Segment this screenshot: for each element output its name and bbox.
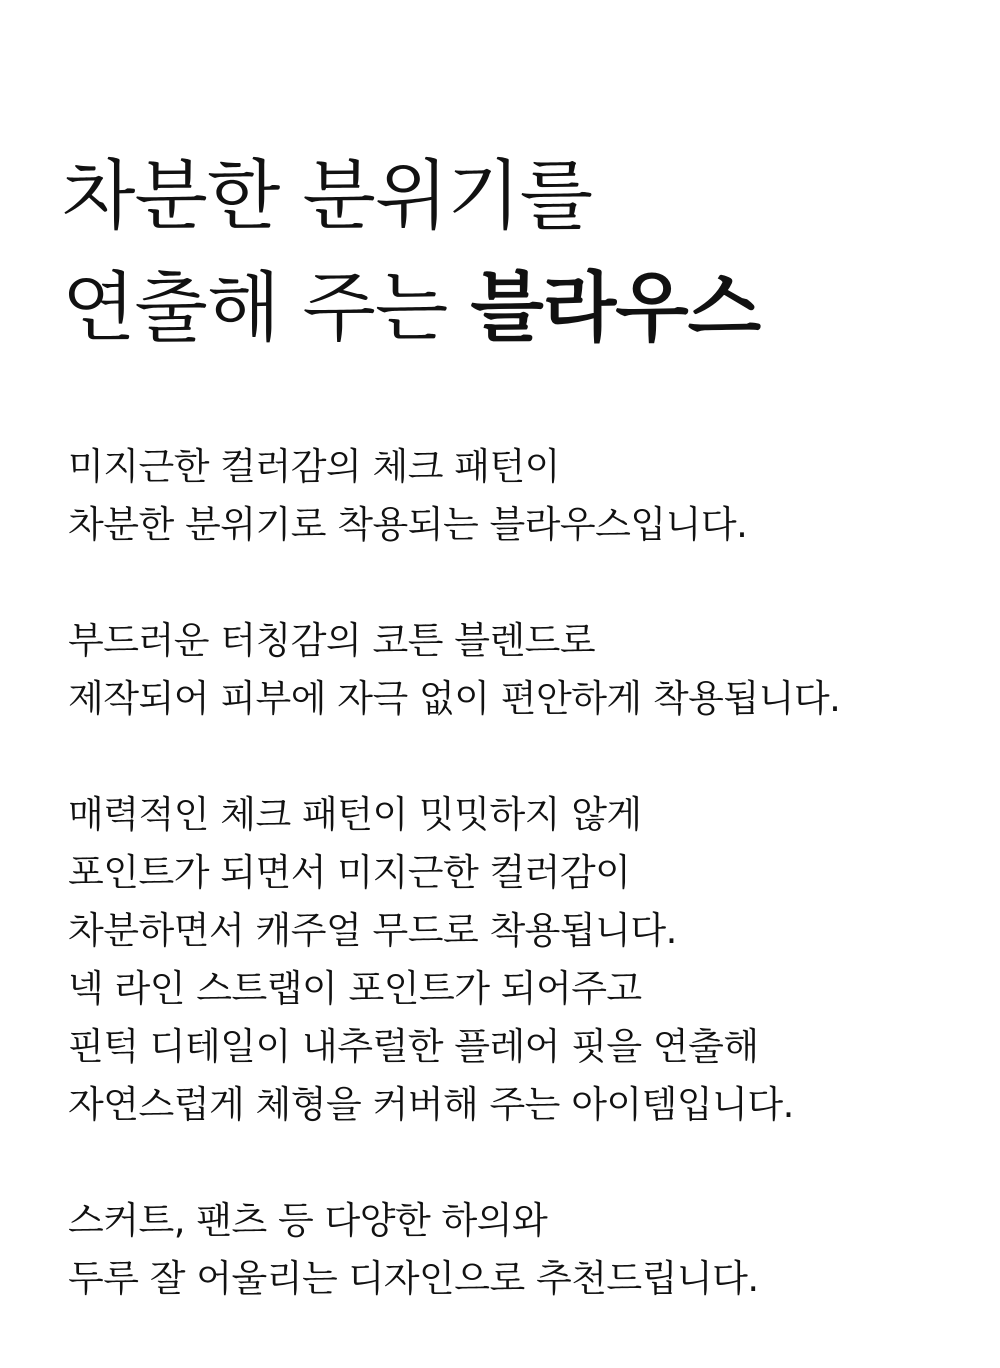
paragraph-line: 차분한 분위기로 착용되는 블라우스입니다. bbox=[68, 503, 748, 546]
description-body bbox=[68, 438, 968, 1366]
paragraph-line: 스커트, 팬츠 등 다양한 하의와 bbox=[68, 1199, 548, 1242]
paragraph-fabric bbox=[68, 612, 968, 728]
paragraph-line: 핀턱 디테일이 내추럴한 플레어 핏을 연출해 bbox=[68, 1025, 759, 1068]
headline-line-2-regular: 연출해 주는 bbox=[62, 263, 448, 352]
paragraph-line: 매력적인 체크 패턴이 밋밋하지 않게 bbox=[68, 793, 642, 836]
paragraph-line: 자연스럽게 체형을 커버해 주는 아이템입니다. bbox=[68, 1083, 794, 1126]
paragraph-details bbox=[68, 786, 968, 1134]
paragraph-line: 두루 잘 어울리는 디자인으로 추천드립니다. bbox=[68, 1257, 759, 1300]
paragraph-line: 부드러운 터칭감의 코튼 블렌드로 bbox=[68, 619, 596, 662]
paragraph-line: 넥 라인 스트랩이 포인트가 되어주고 bbox=[68, 967, 642, 1010]
headline-line-2 bbox=[62, 252, 760, 364]
paragraph-line: 포인트가 되면서 미지근한 컬러감이 bbox=[68, 851, 631, 894]
paragraph-line: 차분하면서 캐주얼 무드로 착용됩니다. bbox=[68, 909, 677, 952]
paragraph-check-pattern bbox=[68, 438, 968, 554]
paragraph-styling bbox=[68, 1192, 968, 1308]
paragraph-line: 제작되어 피부에 자극 없이 편안하게 착용됩니다. bbox=[68, 677, 841, 720]
headline-emphasis: 블라우스 bbox=[470, 263, 761, 352]
headline-line-1: 차분한 분위기를 bbox=[62, 151, 593, 240]
headline bbox=[62, 140, 760, 364]
paragraph-line: 미지근한 컬러감의 체크 패턴이 bbox=[68, 445, 560, 488]
